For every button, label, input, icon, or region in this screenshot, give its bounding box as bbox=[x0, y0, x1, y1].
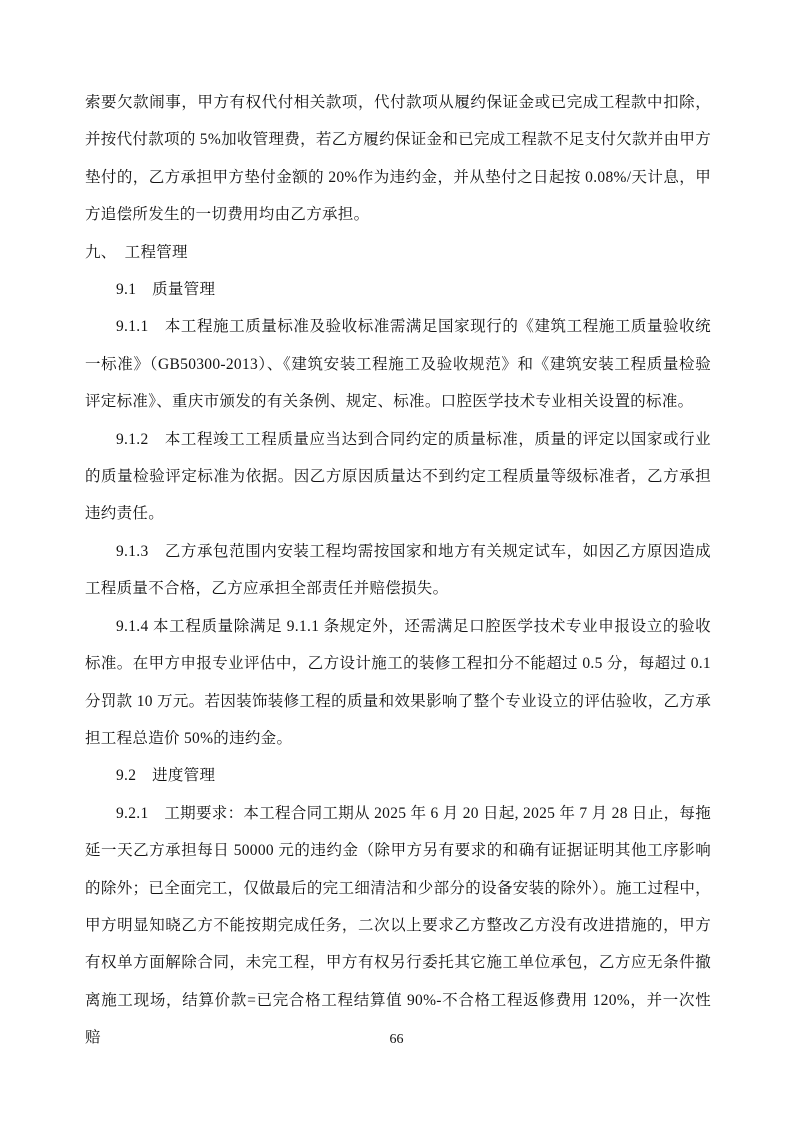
subsection-heading-9-1-quality-management: 9.1 质量管理 bbox=[116, 281, 216, 299]
page-number: 66 bbox=[389, 1032, 404, 1047]
section-heading-9-project-management: 九、 工程管理 bbox=[85, 243, 188, 261]
page-body bbox=[85, 84, 711, 1057]
clause-9-1-4-evaluation-acceptance: 9.1.4 本工程质量除满足 9.1.1 条规定外，还需满足口腔医学技术专业申报设立的验收标准。在甲方申报专业评估中，乙方设计施工的装修工程扣分不能超过 0.5 分，每超过 0.1 分罚款 10 万元。若因装饰装修工程的质量和效果影响了整个专业设立的评估验收，乙方承担工程总造价 50%的违约金。 bbox=[85, 617, 711, 747]
clause-9-2-1-schedule-requirements: 9.2.1 工期要求：本工程合同工期从 2025 年 6 月 20 日起, 2025 年 7 月 28 日止，每拖延一天乙方承担每日 50000 元的违约金（除甲方另有要求的和确有证据证明其他工序影响的除外；已全面完工，仅做最后的完工细清洁和少部分的设备安装的除外）。施工过程中，甲方明显知晓乙方不能按期完成任务，二次以上要求乙方整改乙方没有改进措施的，甲方有权单方面解除合同，未完工程，甲方有权另行委托其它施工单位承包，乙方应无条件撤离施工现场，结算价款=已完合格工程结算值 90%-不合格工程返修费用 120%，并一次性赔 bbox=[85, 804, 711, 1047]
paragraph-debt-payment-continuation: 索要欠款闹事，甲方有权代付相关款项，代付款项从履约保证金或已完成工程款中扣除，并按代付款项的 5%加收管理费，若乙方履约保证金和已完成工程款不足支付欠款并由甲方垫付的，乙方承担甲方垫付金额的 20%作为违约金，并从垫付之日起按 0.08%/天计息，甲方追偿所发生的一切费用均由乙方承担。 bbox=[85, 94, 711, 224]
clause-9-1-2-completion-quality: 9.1.2 本工程竣工工程质量应当达到合同约定的质量标准，质量的评定以国家或行业的质量检验评定标准为依据。因乙方原因质量达不到约定工程质量等级标准者，乙方承担违约责任。 bbox=[85, 430, 711, 523]
clause-9-1-3-installation-testing: 9.1.3 乙方承包范围内安装工程均需按国家和地方有关规定试车，如因乙方原因造成工程质量不合格，乙方应承担全部责任并赔偿损失。 bbox=[85, 542, 711, 598]
clause-9-1-1-quality-standards: 9.1.1 本工程施工质量标准及验收标准需满足国家现行的《建筑工程施工质量验收统一标准》（GB50300-2013）、《建筑安装工程施工及验收规范》和《建筑安装工程质量检验评定标准》、重庆市颁发的有关条例、规定、标准。口腔医学技术专业相关设置的标准。 bbox=[85, 318, 711, 411]
subsection-heading-9-2-schedule-management: 9.2 进度管理 bbox=[116, 767, 216, 785]
